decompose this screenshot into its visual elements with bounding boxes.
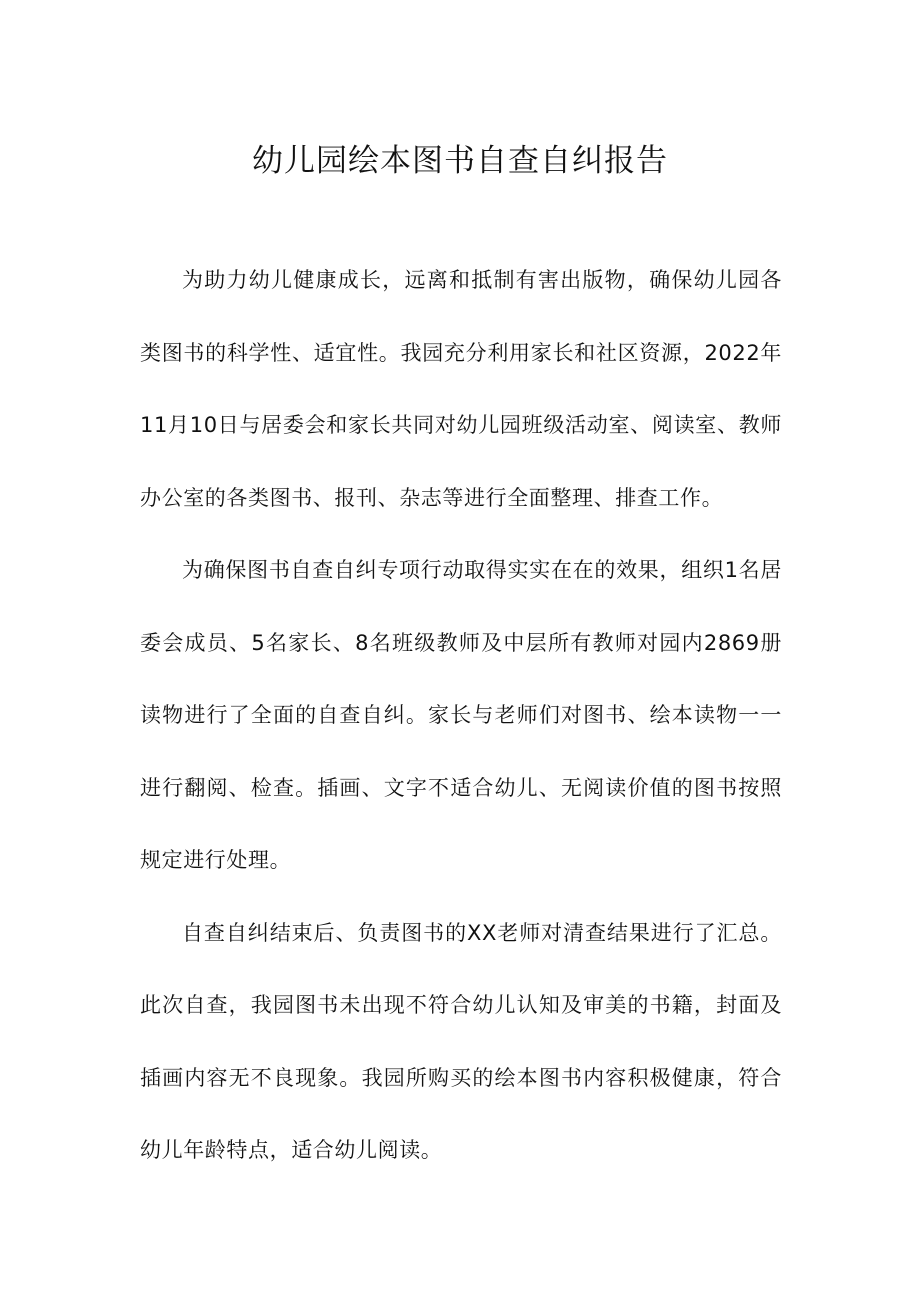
paragraph-summary: 自查自纠结束后、负责图书的XX老师对清查结果进行了汇总。此次自查，我园图书未出现不符合幼儿认知及审美的书籍，封面及插画内容无不良现象。我园所购买的绘本图书内容积极健康，符合幼儿年龄特点，适合幼儿阅读。: [140, 920, 782, 1162]
document-title: 幼儿园绘本图书自查自纠报告: [252, 143, 668, 179]
paragraph-inspection: 为确保图书自查自纠专项行动取得实实在在的效果，组织1名居委会成员、5名家长、8名班级教师及中层所有教师对园内2869册读物进行了全面的自查自纠。家长与老师们对图书、绘本读物一一进行翻阅、检查。插画、文字不适合幼儿、无阅读价值的图书按照规定进行处理。: [140, 558, 782, 872]
document-body: [140, 244, 782, 1187]
paragraph-intro: 为助力幼儿健康成长，远离和抵制有害出版物，确保幼儿园各类图书的科学性、适宜性。我园充分利用家长和社区资源，2022年11月10日与居委会和家长共同对幼儿园班级活动室、阅读室、教师办公室的各类图书、报刊、杂志等进行全面整理、排查工作。: [140, 268, 782, 510]
